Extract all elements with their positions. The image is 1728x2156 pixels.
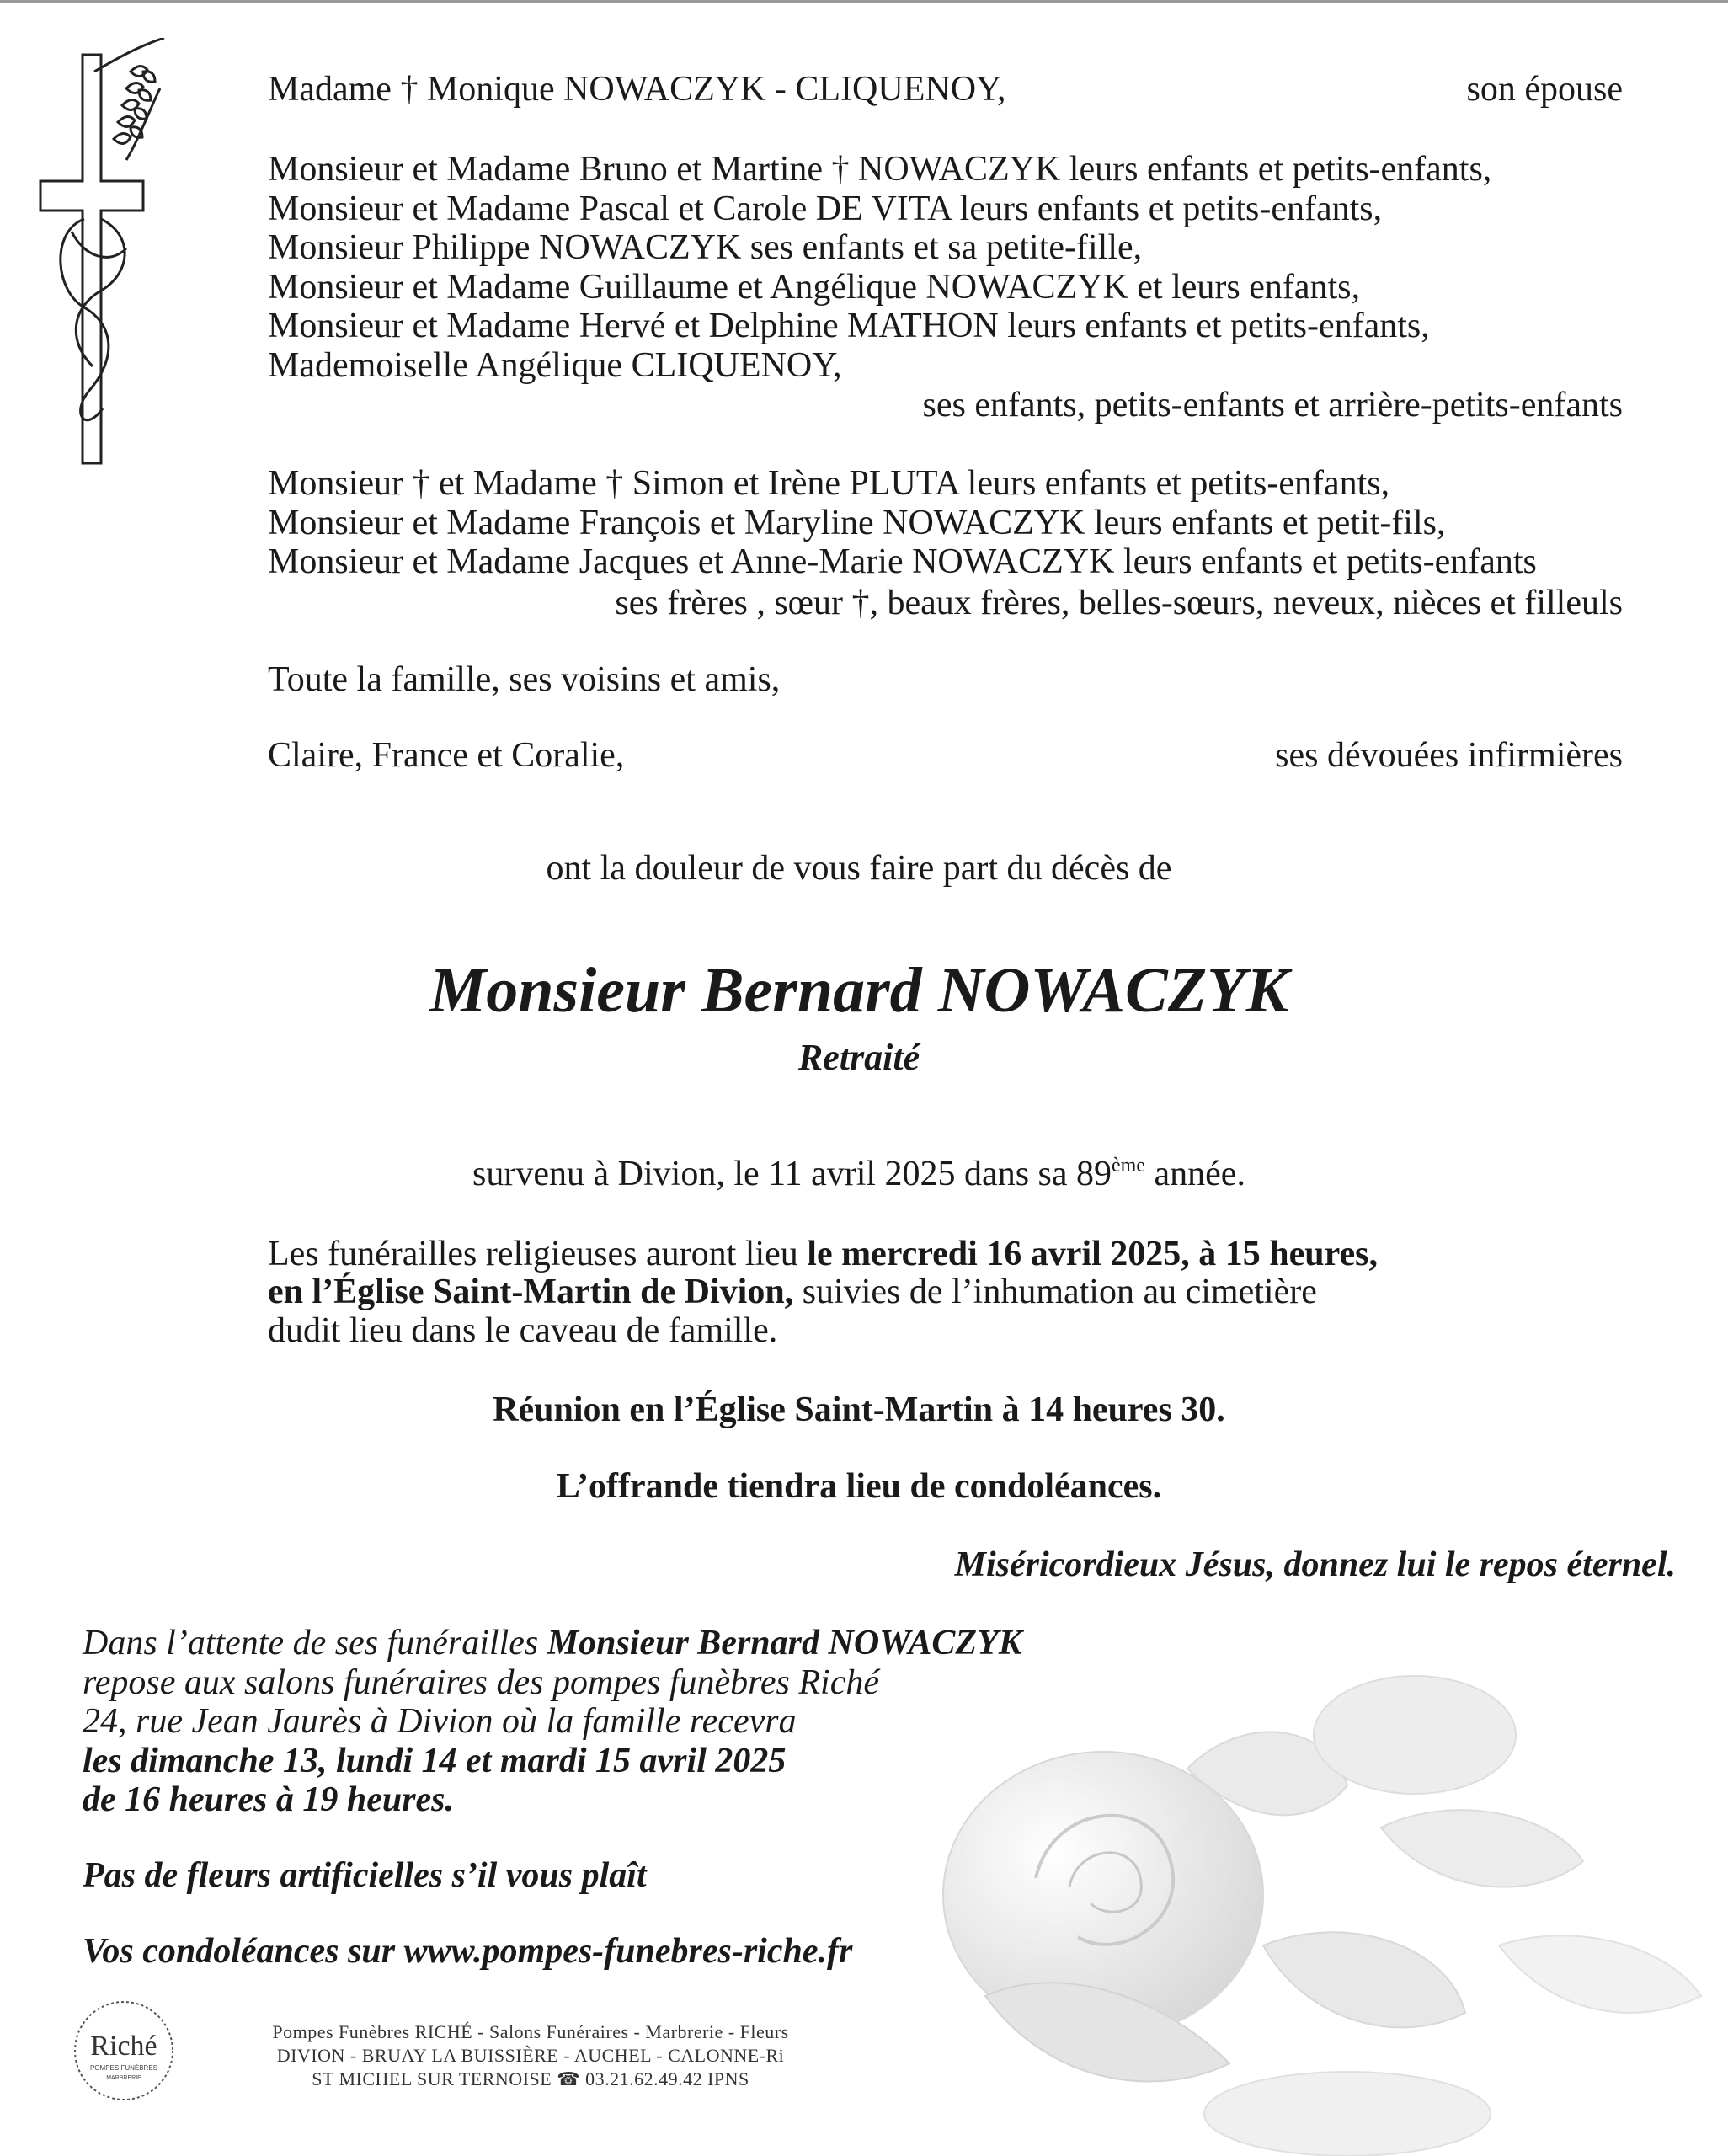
- white-rose-image: [909, 1642, 1728, 2156]
- death-info-ordinal: ème: [1112, 1155, 1146, 1177]
- sibling-line-2: Monsieur et Madame François et Maryline NOWACZYK leurs enfants et petit-fils,: [268, 504, 1446, 542]
- child-line-3: Monsieur Philippe NOWACZYK ses enfants et sa petite-fille,: [268, 228, 1143, 267]
- deceased-name: Monsieur Bernard NOWACZYK: [429, 955, 1289, 1026]
- top-border: [0, 0, 1728, 3]
- child-line-1: Monsieur et Madame Bruno et Martine † NOWACZYK leurs enfants et petits-enfants,: [268, 150, 1492, 189]
- nurses-role: ses dévouées infirmières: [1275, 736, 1623, 775]
- offering-line: L’offrande tiendra lieu de condoléances.: [556, 1467, 1162, 1506]
- child-line-5: Monsieur et Madame Hervé et Delphine MATHON leurs enfants et petits-enfants,: [268, 307, 1430, 345]
- spouse-line: Madame † Monique NOWACZYK - CLIQUENOY,: [268, 70, 1006, 109]
- spouse-role: son épouse: [1466, 70, 1623, 109]
- funeral-church: en l’Église Saint-Martin de Divion,: [268, 1273, 794, 1311]
- logo-name: Riché: [90, 2031, 157, 2062]
- repose-deceased-name: Monsieur Bernard NOWACZYK: [547, 1624, 1022, 1662]
- reunion-line: Réunion en l’Église Saint-Martin à 14 heures 30.: [493, 1390, 1225, 1429]
- funeral-line-2: [268, 1272, 1317, 1312]
- child-line-4: Monsieur et Madame Guillaume et Angélique NOWACZYK et leurs enfants,: [268, 268, 1361, 307]
- death-info-text: survenu à Divion, le 11 avril 2025 dans sa 89: [472, 1155, 1112, 1193]
- nurses-names: Claire, France et Coralie,: [268, 736, 625, 775]
- footer-line-2: DIVION - BRUAY LA BUISSIÈRE - AUCHEL - CALONNE-Ri: [276, 2045, 785, 2066]
- repose-dates: les dimanche 13, lundi 14 et mardi 15 avril 2025: [83, 1742, 787, 1780]
- footer-line-3: ST MICHEL SUR TERNOISE ☎ 03.21.62.49.42 IPNS: [312, 2068, 749, 2089]
- funeral-date: le mercredi 16 avril 2025, à 15 heures,: [807, 1235, 1379, 1273]
- riche-logo: [69, 1996, 179, 2105]
- logo-subtitle-2: MARBRERIE: [106, 2075, 141, 2081]
- repose-line-1: [83, 1623, 1022, 1663]
- no-artificial-flowers: Pas de fleurs artificielles s’il vous plaît: [83, 1856, 647, 1895]
- announcement-intro: ont la douleur de vous faire part du décès de: [546, 849, 1172, 888]
- sibling-line-3: Monsieur et Madame Jacques et Anne-Marie NOWACZYK leurs enfants et petits-enfants: [268, 542, 1537, 581]
- repose-line-1-text: Dans l’attente de ses funérailles: [83, 1624, 547, 1662]
- repose-line-2: repose aux salons funéraires des pompes funèbres Riché: [83, 1663, 880, 1702]
- funeral-line-2-text: suivies de l’inhumation au cimetière: [793, 1273, 1317, 1311]
- death-info-end: année.: [1145, 1155, 1245, 1193]
- repose-line-3: 24, rue Jean Jaurès à Divion où la famille recevra: [83, 1702, 797, 1741]
- deceased-occupation: Retraité: [797, 1037, 920, 1078]
- footer-line-1: Pompes Funèbres RICHÉ - Salons Funéraires - Marbrerie - Fleurs: [272, 2021, 789, 2042]
- death-info: [0, 1154, 1718, 1194]
- funeral-line-3: dudit lieu dans le caveau de famille.: [268, 1311, 778, 1350]
- cross-with-wheat-icon: [34, 38, 177, 467]
- child-line-2: Monsieur et Madame Pascal et Carole DE VITA leurs enfants et petits-enfants,: [268, 189, 1383, 228]
- condolences-website: Vos condoléances sur www.pompes-funebres-riche.fr: [83, 1932, 853, 1971]
- logo-subtitle-1: POMPES FUNÈBRES: [89, 2064, 158, 2072]
- prayer-line: Miséricordieux Jésus, donnez lui le repos éternel.: [954, 1545, 1676, 1584]
- child-line-6: Mademoiselle Angélique CLIQUENOY,: [268, 346, 842, 385]
- children-role: ses enfants, petits-enfants et arrière-petits-enfants: [922, 386, 1623, 424]
- sibling-line-1: Monsieur † et Madame † Simon et Irène PLUTA leurs enfants et petits-enfants,: [268, 464, 1390, 503]
- family-friends-line: Toute la famille, ses voisins et amis,: [268, 660, 781, 699]
- funeral-line-1-text: Les funérailles religieuses auront lieu: [268, 1235, 808, 1273]
- funeral-line-1: [268, 1234, 1378, 1274]
- siblings-role: ses frères , sœur †, beaux frères, belles-sœurs, neveux, nièces et filleuls: [615, 584, 1623, 622]
- repose-hours: de 16 heures à 19 heures.: [83, 1780, 455, 1819]
